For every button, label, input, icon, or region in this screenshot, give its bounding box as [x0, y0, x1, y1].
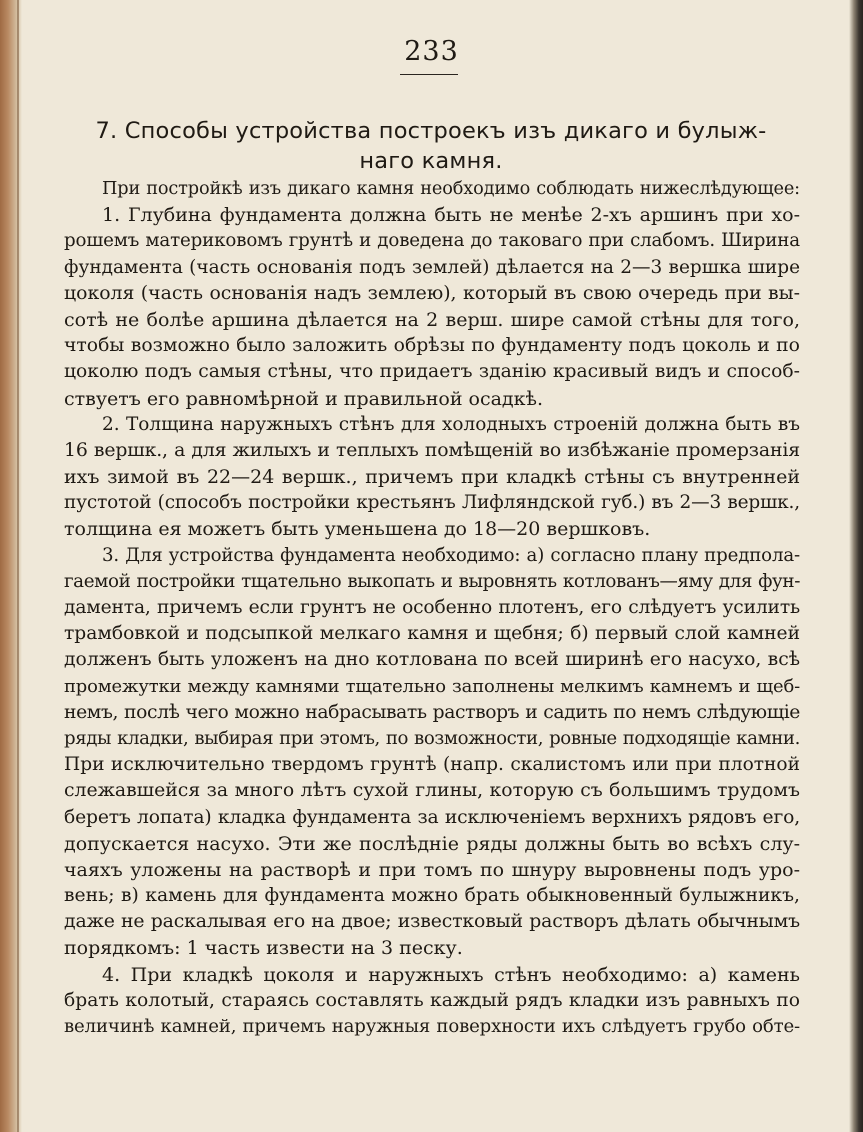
text-line: трамбовкой и подсыпкой мелкаго камня и щебня; б) первый слой камней	[64, 623, 800, 645]
text-line: рошемъ материковомъ грунтѣ и доведена до таковаго при слабомъ. Ширина	[64, 230, 800, 252]
page-edge-shadow	[849, 0, 863, 1132]
page-number-rule	[400, 74, 458, 75]
text-line: порядкомъ: 1 часть извести на 3 песку.	[64, 937, 463, 960]
section-heading	[56, 116, 806, 176]
body-text	[64, 176, 800, 1040]
text-line: промежутки между камнями тщательно заполнены мелкимъ камнемъ и щеб-	[64, 675, 800, 697]
page-number: 233	[404, 36, 459, 67]
text-line: сотѣ не болѣе аршина дѣлается на 2 верш. шире самой стѣны для того,	[64, 308, 800, 331]
text-line: 2. Толщина наружныхъ стѣнъ для холодныхъ строеній должна быть въ	[102, 413, 800, 435]
text-line: гаемой постройки тщательно выкопать и выровнять котлованъ—яму для фун-	[64, 570, 800, 592]
text-line: немъ, послѣ чего можно набрасывать растворъ и садить по немъ слѣдующіе	[64, 701, 800, 723]
text-line: дамента, причемъ если грунтъ не особенно плотенъ, его слѣдуетъ усилить	[64, 597, 800, 618]
text-line: 3. Для устройства фундамента необходимо: а) согласно плану предпола-	[102, 544, 800, 566]
text-line: ихъ зимой въ 22—24 вершк., причемъ при кладкѣ стѣны съ внутренней	[64, 466, 800, 489]
text-line: ряды кладки, выбирая при этомъ, по возможности, ровные подходящіе камни.	[64, 727, 800, 749]
text-line: цоколю подъ самыя стѣны, что придаетъ зданію красивый видъ и способ-	[64, 361, 800, 383]
text-line: пустотой (способъ постройки крестьянъ Лифляндской губ.) въ 2—3 вершк.,	[64, 492, 800, 514]
text-line: чаяхъ уложены на растворѣ и при томъ по шнуру выровнены подъ уро-	[64, 858, 800, 881]
text-line: 1. Глубина фундамента должна быть не менѣе 2-хъ аршинъ при хо-	[102, 204, 800, 227]
text-line: цоколя (часть основанія надъ землею), который въ свою очередь при вы-	[64, 282, 800, 304]
section-heading-line-2: наго камня.	[359, 148, 503, 174]
text-line: 4. При кладкѣ цоколя и наружныхъ стѣнъ необходимо: а) камень	[102, 963, 800, 986]
text-line: брать колотый, стараясь составлять каждый рядъ кладки изъ равныхъ по	[64, 989, 800, 1011]
text-line: слежавшейся за много лѣтъ сухой глины, которую съ большимъ трудомъ	[64, 780, 800, 802]
text-line: величинѣ камней, причемъ наружныя поверхности ихъ слѣдуетъ грубо обте-	[64, 1016, 800, 1037]
text-line: вень; в) камень для фундамента можно брать обыкновенный булыжникъ,	[64, 885, 800, 907]
text-line: фундамента (часть основанія подъ землей) дѣлается на 2—3 вершка шире	[64, 256, 800, 278]
text-line: ствуетъ его равномѣрной и правильной осадкѣ.	[64, 387, 543, 410]
text-line: долженъ быть уложенъ на дно котлована по всей ширинѣ его насухо, всѣ	[64, 649, 800, 671]
text-line: допускается насухо. Эти же послѣдніе ряды должны быть во всѣхъ слу-	[64, 832, 800, 855]
text-line: При постройкѣ изъ дикаго камня необходимо соблюдать нижеслѣдующее:	[102, 179, 800, 199]
text-line: При исключительно твердомъ грунтѣ (напр. скалистомъ или при плотной	[64, 754, 800, 776]
page-gutter-edge	[17, 0, 19, 1132]
section-heading-line-1: 7. Способы устройства построекъ изъ дикаго и булыж-	[95, 118, 767, 144]
text-line: даже не раскалывая его на двое; известковый растворъ дѣлать обычнымъ	[64, 911, 800, 933]
text-line: чтобы возможно было заложить обрѣзы по фундаменту подъ цоколь и по	[64, 335, 800, 357]
text-line: 16 вершк., а для жилыхъ и теплыхъ помѣщеній во избѣжаніе промерзанія	[64, 439, 800, 461]
text-line: толщина ея можетъ быть уменьшена до 18—20 вершковъ.	[64, 518, 651, 541]
text-line: беретъ лопата) кладка фундамента за исключеніемъ верхнихъ рядовъ его,	[64, 806, 800, 828]
